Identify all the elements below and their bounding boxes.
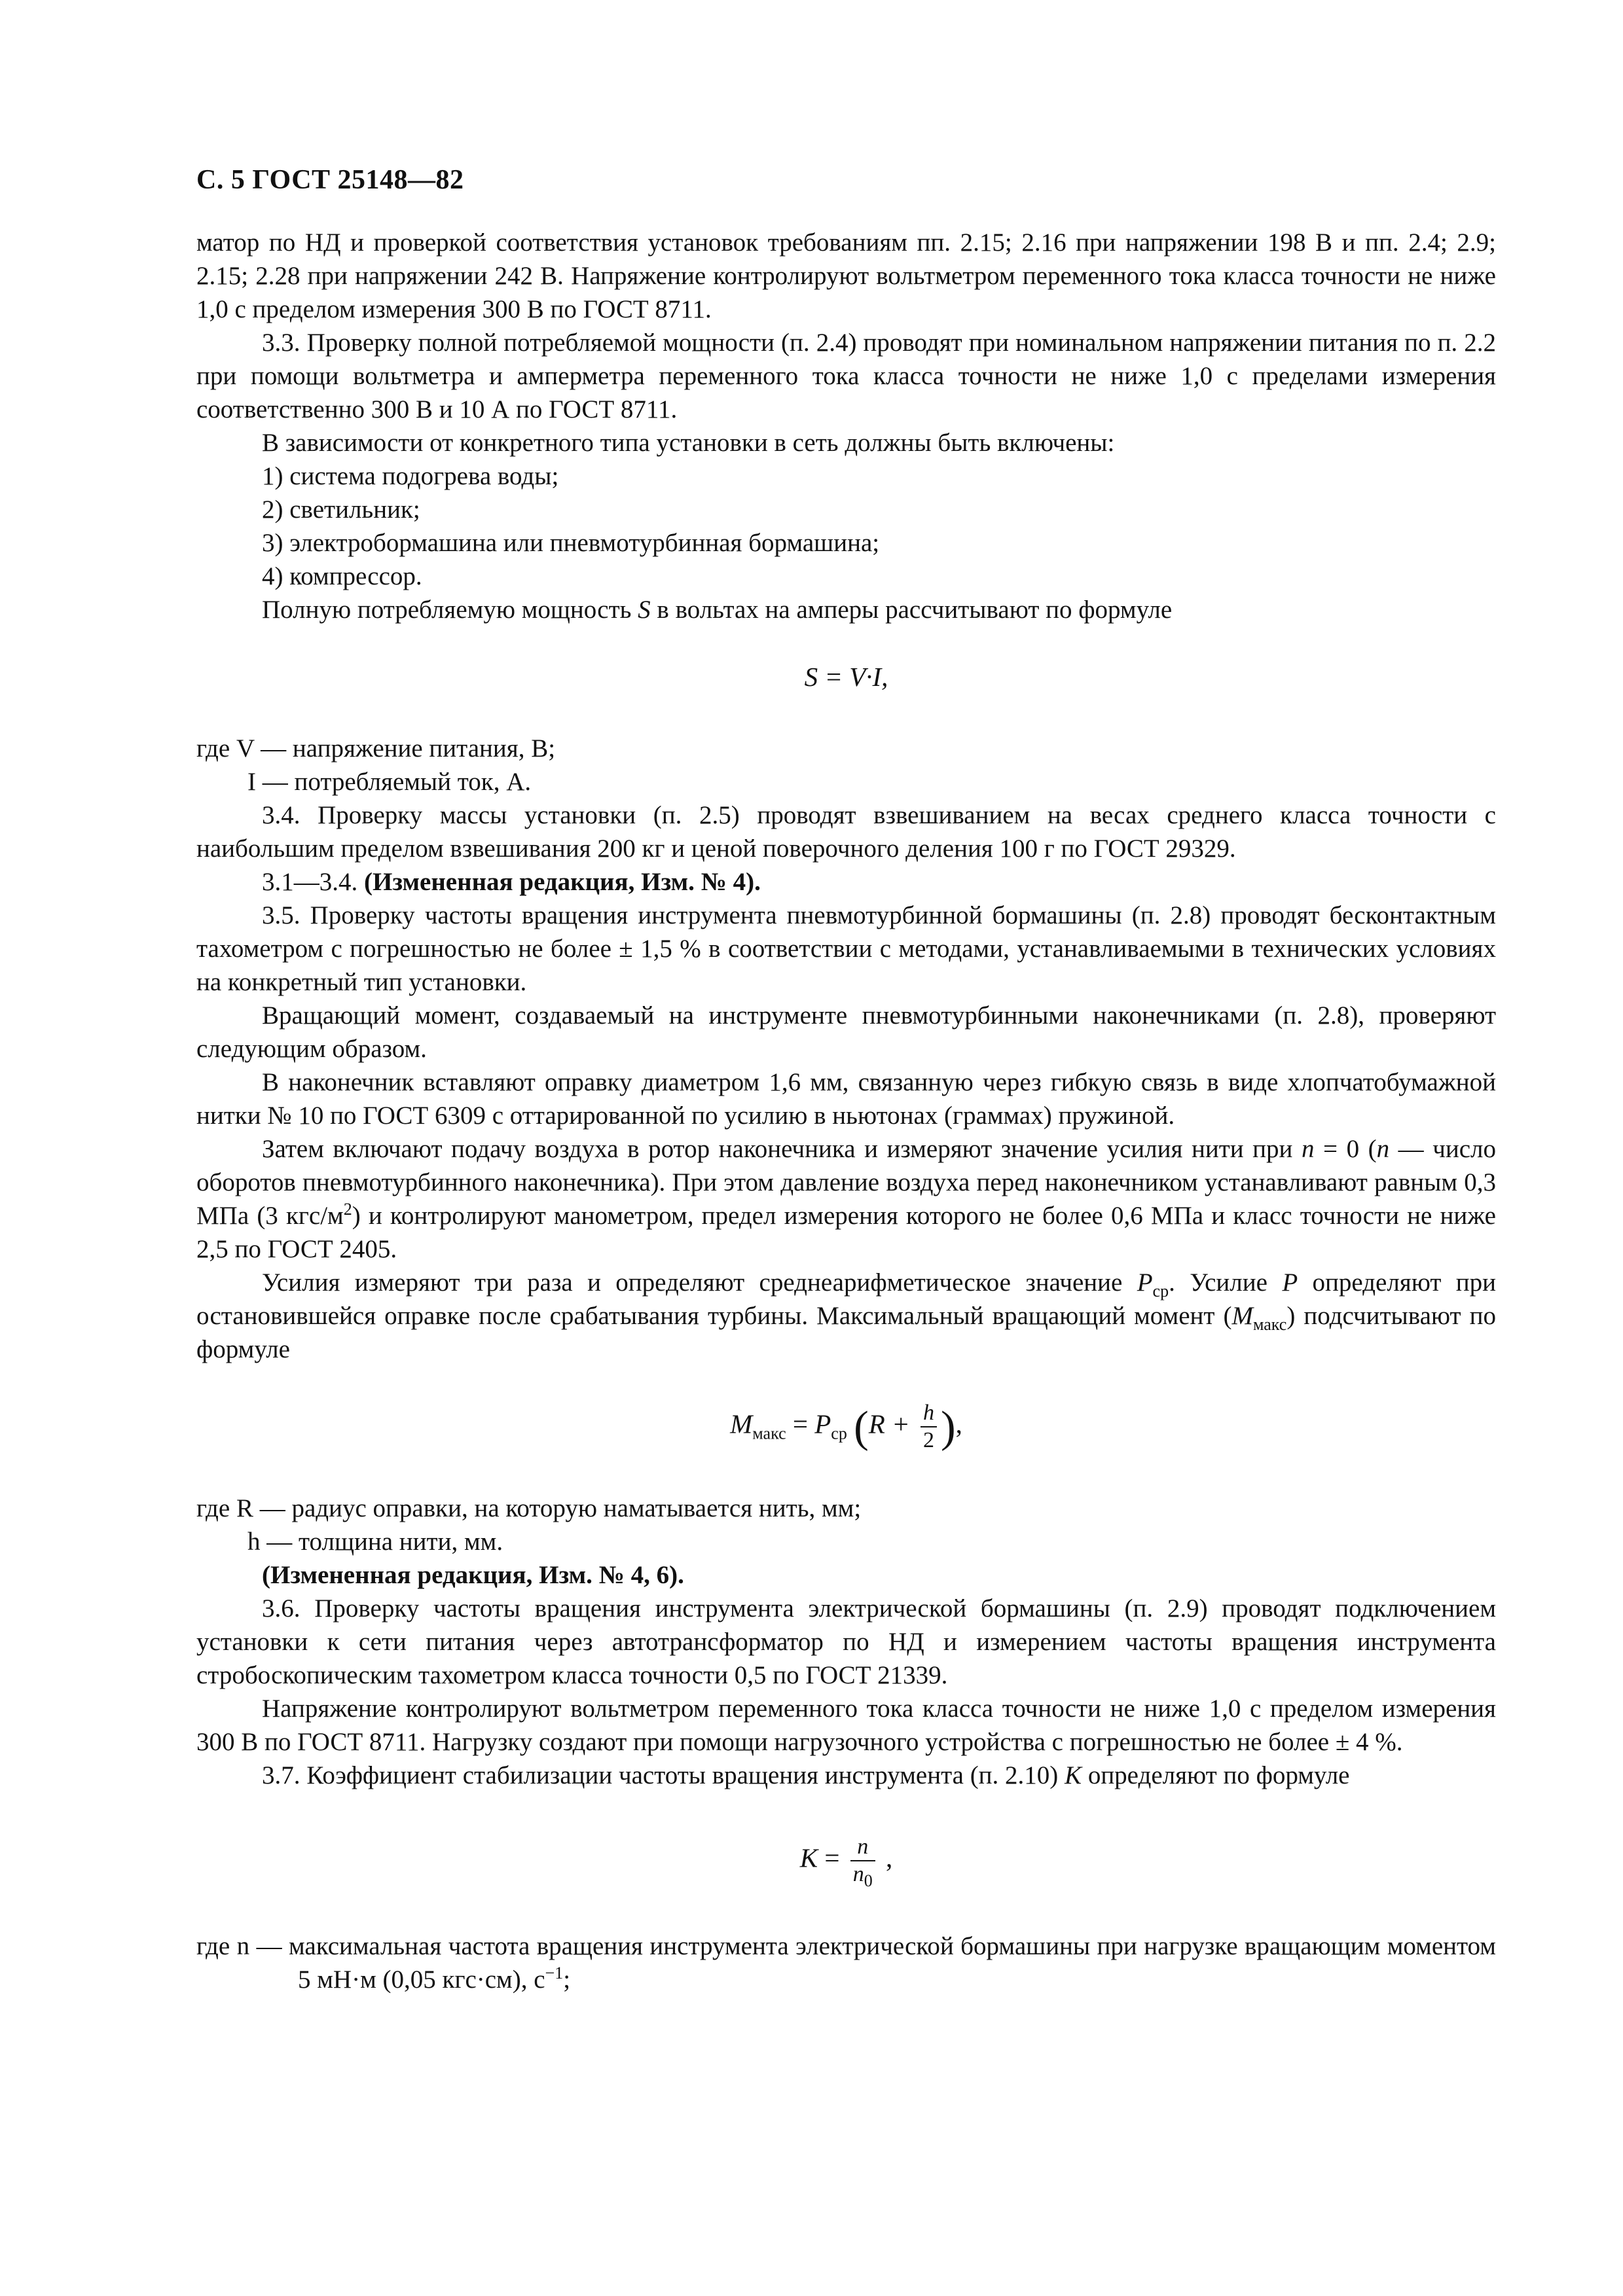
text-span: определяют при остановившейся оправке после срабатывания турбины. Максимальный вращающий момент ( xyxy=(196,1268,1496,1330)
variable-p: P xyxy=(1137,1268,1153,1297)
text-span: определяют по формуле xyxy=(1082,1761,1350,1789)
text-span: ) подсчитывают по формуле xyxy=(196,1302,1497,1363)
amendment-note-4-6: (Измененная редакция, Изм. № 4, 6). xyxy=(262,1561,684,1589)
where-clause-r: где R — радиус оправки, на которую наматывается нить, мм; xyxy=(196,1494,862,1522)
where-clause-i: I — потребляемый ток, А. xyxy=(247,768,532,796)
paragraph-3-4: 3.4. Проверку массы установки (п. 2.5) проводят взвешиванием на весах среднего класса точности с наибольшим пределом взвешивания 200 кг и ценой поверочного деления 100 г по ГОСТ 29329. xyxy=(196,801,1496,863)
list-item: 1) система подогрева воды; xyxy=(262,462,559,490)
variable-n: n xyxy=(1376,1135,1390,1163)
formula-p: P xyxy=(814,1408,831,1439)
text-span: 3.1—3.4. xyxy=(262,868,364,896)
formula-lhs: M xyxy=(730,1408,753,1439)
where-clause-n xyxy=(196,1929,1496,1996)
text-span: Полную потребляемую мощность xyxy=(262,596,638,624)
fraction-denominator: 2 xyxy=(922,1428,934,1452)
paragraph-3-5: 3.5. Проверку частоты вращения инструмента пневмотурбинной бормашины (п. 2.8) проводят бесконтактным тахометром с погрешностью не более ± 1,5 % в соответствии с методами, устанавливаемыми в технических условиях на конкретный тип установки. xyxy=(196,901,1496,996)
paragraph-air-supply xyxy=(196,1132,1496,1266)
list-item: 3) электробормашина или пневмотурбинная бормашина; xyxy=(262,529,880,557)
text-span: Затем включают подачу воздуха в ротор наконечника и измеряют значение усилия нити при xyxy=(262,1135,1302,1163)
list-item: 4) компрессор. xyxy=(262,562,422,590)
paragraph-amendment-4 xyxy=(196,865,1496,899)
formula-stabilization xyxy=(196,1834,1496,1888)
variable-p: P xyxy=(1282,1268,1298,1297)
formula-equals: = xyxy=(818,1842,847,1873)
formula-lhs: K xyxy=(799,1842,818,1873)
denominator-var: n xyxy=(852,1862,864,1886)
formula-subscript: 0 xyxy=(864,1871,873,1890)
superscript: −1 xyxy=(545,1964,564,1982)
list-item: 2) светильник; xyxy=(262,495,420,524)
left-paren: ( xyxy=(854,1401,869,1452)
paragraph-torque: Вращающий момент, создаваемый на инструменте пневмотурбинными наконечниками (п. 2.8), проверяют следующим образом. xyxy=(196,1001,1496,1063)
formula-end: , xyxy=(955,1408,962,1439)
fraction xyxy=(921,1400,937,1454)
superscript: 2 xyxy=(343,1200,352,1219)
paragraph-configuration: В зависимости от конкретного типа установки в сеть должны быть включены: xyxy=(262,429,1115,457)
text-span: где n — максимальная частота вращения инструмента электрической бормашины при нагрузке вращающим моментом 5 мН·м (0,05 кгс·см), с xyxy=(196,1932,1496,1994)
paragraph-continuation: матор по НД и проверкой соответствия установок требованиям пп. 2.15; 2.16 при напряжении 198 В и пп. 2.4; 2.9; 2.15; 2.28 при напряжении 242 В. Напряжение контролируют вольтметром переменного тока класса точности не ниже 1,0 с пределом измерения 300 В по ГОСТ 8711. xyxy=(196,228,1496,323)
text-span: — число оборотов пневмотурбинного наконечника). При этом давление воздуха перед наконечником устанавливают равным 0,3 МПа (3 кгс/м xyxy=(196,1135,1496,1230)
formula-end: , xyxy=(879,1842,893,1873)
text-span: . Усилие xyxy=(1169,1268,1283,1297)
page-header: С. 5 ГОСТ 25148—82 xyxy=(196,165,464,195)
formula-equals: = xyxy=(786,1408,815,1439)
text-span: в вольтах на амперы рассчитывают по формуле xyxy=(650,596,1173,624)
paragraph-3-3: 3.3. Проверку полной потребляемой мощности (п. 2.4) проводят при номинальном напряжении питания по п. 2.2 при помощи вольтметра и амперметра переменного тока класса точности не ниже 1,0 с пределами измерения соответственно 300 В и 10 А по ГОСТ 8711. xyxy=(196,329,1496,423)
subscript: ср xyxy=(1152,1281,1169,1300)
formula-subscript: макс xyxy=(752,1424,786,1443)
document-body xyxy=(196,226,1496,1996)
paragraph-voltage-control: Напряжение контролируют вольтметром переменного тока класса точности не ниже 1,0 с пределом измерения 300 В по ГОСТ 8711. Нагрузку создают при помощи нагрузочного устройства с погрешностью не более ± 4 %. xyxy=(196,1695,1496,1756)
text-span: 3.7. Коэффициент стабилизации частоты вращения инструмента (п. 2.10) xyxy=(262,1761,1065,1789)
paragraph-3-7 xyxy=(196,1759,1496,1792)
where-clause-v: где V — напряжение питания, В; xyxy=(196,734,556,762)
formula-max-torque xyxy=(196,1400,1496,1454)
fraction-numerator: n xyxy=(850,1834,875,1861)
paragraph-force-measure xyxy=(196,1266,1496,1366)
fraction-denominator xyxy=(850,1861,875,1888)
text-span: = 0 ( xyxy=(1314,1135,1377,1163)
formula-power: S = V·I, xyxy=(804,662,888,692)
text-span: ) и контролируют манометром, предел измерения которого не более 0,6 МПа и класс точности не ниже 2,5 по ГОСТ 2405. xyxy=(196,1202,1496,1263)
text-span: Усилия измеряют три раза и определяют среднеарифметическое значение xyxy=(262,1268,1137,1297)
paragraph-mandrel: В наконечник вставляют оправку диаметром 1,6 мм, связанную через гибкую связь в виде хлопчатобумажной нитки № 10 по ГОСТ 6309 с оттарированной по усилию в ньютонах (граммах) пружиной. xyxy=(196,1068,1496,1130)
fraction xyxy=(850,1834,875,1888)
text-span: ; xyxy=(563,1965,571,1994)
paragraph-power-formula-intro xyxy=(196,593,1496,626)
fraction-numerator: h xyxy=(921,1400,937,1427)
variable-n: n xyxy=(1301,1135,1315,1163)
formula-r: R + xyxy=(868,1408,917,1439)
variable-m: M xyxy=(1231,1302,1253,1330)
variable-k: K xyxy=(1065,1761,1082,1789)
variable-s: S xyxy=(638,596,651,624)
subscript: макс xyxy=(1252,1314,1287,1334)
where-clause-h: h — толщина нити, мм. xyxy=(247,1528,503,1556)
amendment-note: (Измененная редакция, Изм. № 4). xyxy=(364,868,761,896)
formula-subscript: ср xyxy=(831,1424,847,1443)
right-paren: ) xyxy=(940,1401,956,1452)
paragraph-3-6: 3.6. Проверку частоты вращения инструмента электрической бормашины (п. 2.9) проводят подключением установки к сети питания через автотрансформатор по НД и измерением частоты вращения инструмента стробоскопическим тахометром класса точности 0,5 по ГОСТ 21339. xyxy=(196,1594,1496,1689)
